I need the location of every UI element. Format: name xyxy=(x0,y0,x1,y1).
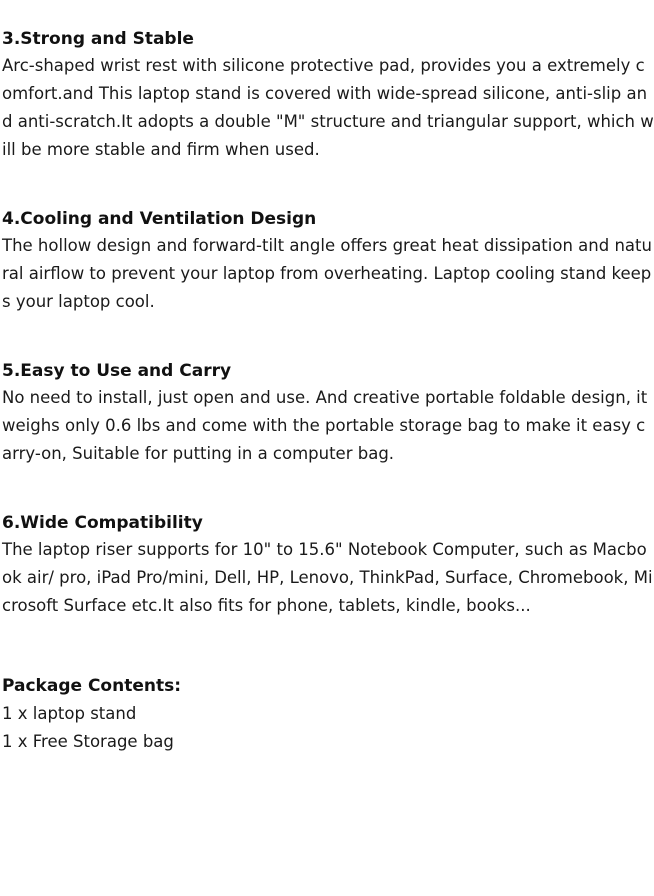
section-spacer xyxy=(0,316,654,360)
package-contents xyxy=(0,672,654,756)
section-easy-to-use-and-carry xyxy=(0,360,654,468)
package-item: 1 x laptop stand xyxy=(2,704,137,723)
package-item: 1 x Free Storage bag xyxy=(2,732,174,751)
section-body: The laptop riser supports for 10" to 15.6" Notebook Computer, such as Macbook air/ pro, iPad Pro/mini, Dell, HP, Lenovo, ThinkPad, Surface, Chromebook, Microsoft Surface etc.It also fits for phone, tablets, kindle, books... xyxy=(2,540,653,615)
section-spacer xyxy=(0,468,654,512)
section-body: The hollow design and forward-tilt angle offers great heat dissipation and natural airflow to prevent your laptop from overheating. Laptop cooling stand keeps your laptop cool. xyxy=(2,236,652,311)
section-body: No need to install, just open and use. And creative portable foldable design, it weighs only 0.6 lbs and come with the portable storage bag to make it easy carry-on, Suitable for putting in a computer bag. xyxy=(2,388,653,463)
package-contents-heading: Package Contents: xyxy=(2,676,182,696)
section-wide-compatibility xyxy=(0,512,654,620)
section-cooling-and-ventilation-design xyxy=(0,208,654,316)
section-heading: 6.Wide Compatibility xyxy=(2,513,203,533)
section-heading: 4.Cooling and Ventilation Design xyxy=(2,209,317,229)
section-heading: 5.Easy to Use and Carry xyxy=(2,361,232,381)
package-spacer xyxy=(0,620,654,672)
section-heading: 3.Strong and Stable xyxy=(2,29,194,49)
section-body: Arc-shaped wrist rest with silicone protective pad, provides you a extremely comfort.and This laptop stand is covered with wide-spread silicone, anti-slip and anti-scratch.It adopts a double "M" structure and triangular support, which will be more stable and firm when used. xyxy=(2,56,654,159)
section-spacer xyxy=(0,164,654,208)
section-strong-and-stable xyxy=(0,28,654,164)
